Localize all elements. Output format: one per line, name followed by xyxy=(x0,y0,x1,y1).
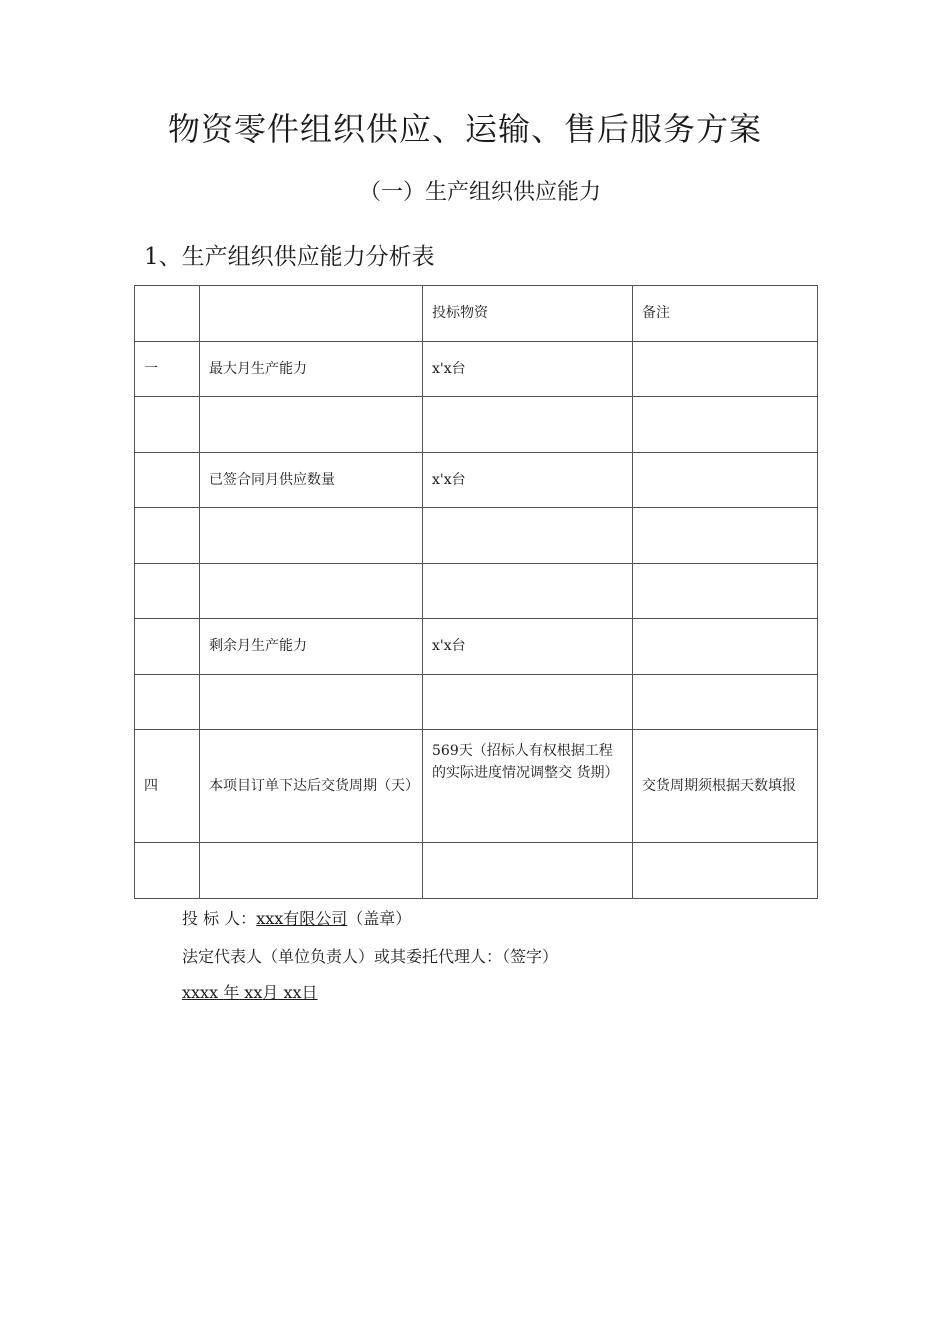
row-item xyxy=(200,843,423,899)
row-remark xyxy=(633,843,818,899)
row-bid-material xyxy=(423,843,633,899)
date-year: xxxx xyxy=(182,983,219,1002)
bidder-seal: （盖章） xyxy=(347,909,412,928)
row-bid-material: x'x台 xyxy=(423,341,633,397)
table-row xyxy=(135,341,818,397)
table-row xyxy=(135,730,818,843)
row-index xyxy=(135,563,200,619)
row-item: 本项目订单下达后交货周期（天） xyxy=(200,730,423,843)
row-bid-material: x'x台 xyxy=(423,452,633,508)
row-bid-material: 569天（招标人有权根据工程的实际进度情况调整交 货期） xyxy=(423,730,633,843)
header-cell-remark: 备注 xyxy=(633,286,818,342)
bidder-label: 投 标 人： xyxy=(182,909,257,928)
table-row xyxy=(135,674,818,730)
row-index xyxy=(135,674,200,730)
row-remark xyxy=(633,397,818,453)
header-cell-item xyxy=(200,286,423,342)
row-index xyxy=(135,452,200,508)
row-remark xyxy=(633,619,818,675)
table-row xyxy=(135,843,818,899)
table-header-row xyxy=(135,286,818,342)
row-index xyxy=(135,843,200,899)
table-row xyxy=(135,563,818,619)
row-index: 四 xyxy=(135,730,200,843)
date-day-unit: 日 xyxy=(301,983,318,1002)
bidder-name: xxx有限公司 xyxy=(256,909,348,928)
row-item xyxy=(200,508,423,564)
row-index xyxy=(135,397,200,453)
row-remark xyxy=(633,341,818,397)
row-index xyxy=(135,619,200,675)
section-title: （一）生产组织供应能力 xyxy=(358,180,601,205)
header-cell-bid-material: 投标物资 xyxy=(423,286,633,342)
row-index xyxy=(135,508,200,564)
document-title: 物资零件组织供应、运输、售后服务方案 xyxy=(167,110,762,148)
row-item: 剩余月生产能力 xyxy=(200,619,423,675)
date-month-unit: 月 xyxy=(262,983,279,1002)
row-item: 最大月生产能力 xyxy=(200,341,423,397)
supply-capacity-table xyxy=(134,285,818,899)
row-bid-material xyxy=(423,674,633,730)
table-row xyxy=(135,397,818,453)
row-remark xyxy=(633,452,818,508)
subsection-title: 1、生产组织供应能力分析表 xyxy=(144,244,435,270)
representative-line: 法定代表人（单位负责人）或其委托代理人：（签字） xyxy=(182,947,559,966)
table-row xyxy=(135,619,818,675)
row-item: 已签合同月供应数量 xyxy=(200,452,423,508)
row-bid-material xyxy=(423,508,633,564)
row-remark xyxy=(633,508,818,564)
row-remark xyxy=(633,563,818,619)
table-row xyxy=(135,508,818,564)
table-row xyxy=(135,452,818,508)
row-remark: 交货周期须根据天数填报 xyxy=(633,730,818,843)
bidder-line xyxy=(182,906,411,929)
row-item xyxy=(200,563,423,619)
date-month: xx xyxy=(244,983,263,1002)
row-bid-material xyxy=(423,563,633,619)
row-item xyxy=(200,397,423,453)
date-line xyxy=(182,980,318,1003)
row-index: 一 xyxy=(135,341,200,397)
date-year-unit: 年 xyxy=(223,983,240,1002)
row-item xyxy=(200,674,423,730)
row-bid-material xyxy=(423,397,633,453)
date-day: xx xyxy=(283,983,302,1002)
row-remark xyxy=(633,674,818,730)
header-cell-index xyxy=(135,286,200,342)
row-bid-material: x'x台 xyxy=(423,619,633,675)
